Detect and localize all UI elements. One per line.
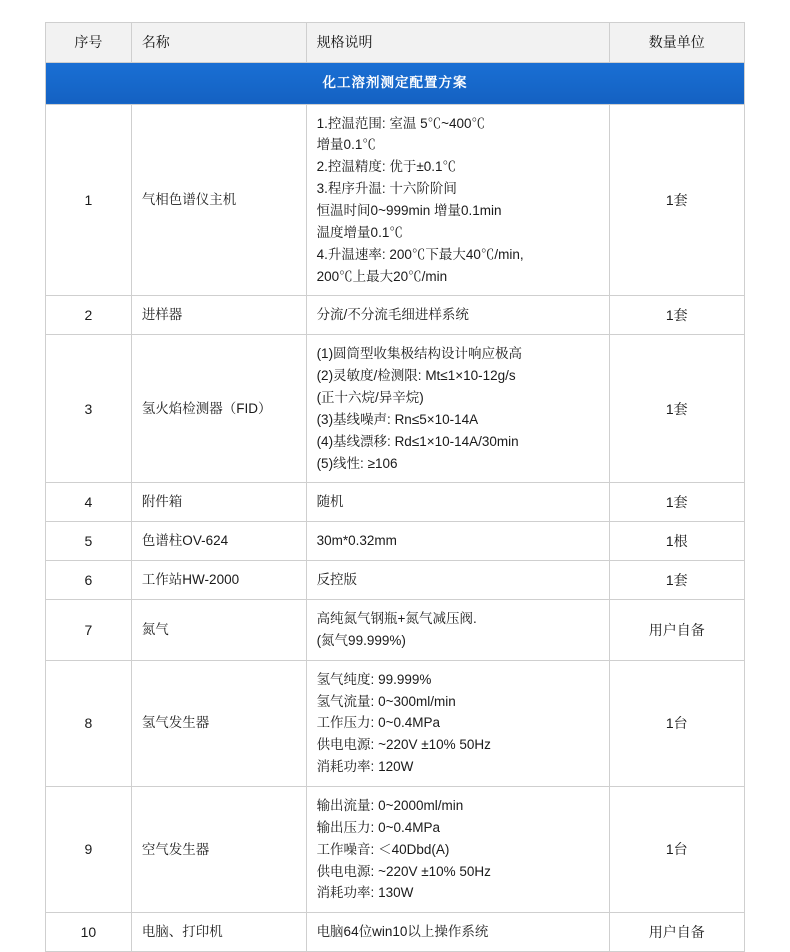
spec-line: 电脑64位win10以上操作系统 <box>316 924 489 940</box>
spec-line-list <box>317 113 599 288</box>
cell-qty: 1套 <box>609 296 744 335</box>
cell-spec <box>306 335 609 483</box>
cell-spec <box>306 104 609 296</box>
cell-qty: 1台 <box>609 787 744 913</box>
cell-spec <box>306 787 609 913</box>
spec-line: (5)线性: ≥106 <box>316 455 398 471</box>
table-body <box>46 104 745 952</box>
cell-name: 工作站HW-2000 <box>131 561 306 600</box>
table-row <box>46 913 745 952</box>
cell-no: 2 <box>46 296 132 335</box>
cell-spec <box>306 522 609 561</box>
cell-name: 进样器 <box>131 296 306 335</box>
column-header-name: 名称 <box>131 23 306 63</box>
cell-name: 空气发生器 <box>131 787 306 913</box>
table-row <box>46 296 745 335</box>
spec-line: 消耗功率: 120W <box>316 759 414 775</box>
table-row <box>46 787 745 913</box>
column-header-spec: 规格说明 <box>306 23 609 63</box>
table-row <box>46 660 745 786</box>
spec-line: 输出压力: 0~0.4MPa <box>316 819 440 835</box>
cell-spec <box>306 600 609 661</box>
table-title-row <box>46 62 745 104</box>
cell-spec <box>306 296 609 335</box>
spec-line-list <box>317 608 599 652</box>
cell-spec <box>306 660 609 786</box>
cell-qty: 1套 <box>609 561 744 600</box>
spec-line: 1.控温范围: 室温 5℃~400℃ <box>316 115 485 131</box>
table-title: 化工溶剂测定配置方案 <box>46 62 745 104</box>
cell-name: 氮气 <box>131 600 306 661</box>
table-row <box>46 483 745 522</box>
spec-line: 温度增量0.1℃ <box>316 224 403 240</box>
cell-spec <box>306 561 609 600</box>
spec-line-list <box>317 921 599 943</box>
spec-line: (4)基线漂移: Rd≤1×10-14A/30min <box>316 433 519 449</box>
spec-line-list <box>317 491 599 513</box>
spec-line: 3.程序升温: 十六阶阶间 <box>316 181 457 197</box>
spec-line: (3)基线噪声: Rn≤5×10-14A <box>316 411 479 427</box>
cell-qty: 1台 <box>609 660 744 786</box>
cell-name: 附件箱 <box>131 483 306 522</box>
configuration-spec-table <box>45 22 745 952</box>
cell-no: 8 <box>46 660 132 786</box>
cell-qty: 1根 <box>609 522 744 561</box>
spec-line: 工作噪音: ＜40Dbd(A) <box>316 841 450 857</box>
spec-line: 供电电源: ~220V ±10% 50Hz <box>316 737 491 753</box>
table-row <box>46 104 745 296</box>
spec-line: 供电电源: ~220V ±10% 50Hz <box>316 863 491 879</box>
cell-no: 10 <box>46 913 132 952</box>
spec-line: 反控版 <box>316 572 358 588</box>
spec-line-list <box>317 343 599 474</box>
table-row <box>46 561 745 600</box>
cell-qty: 用户自备 <box>609 913 744 952</box>
spec-line: 工作压力: 0~0.4MPa <box>316 715 440 731</box>
cell-qty: 1套 <box>609 483 744 522</box>
spec-line: 分流/不分流毛细进样系统 <box>316 307 469 323</box>
spec-line-list <box>317 530 599 552</box>
cell-name: 气相色谱仪主机 <box>131 104 306 296</box>
cell-no: 5 <box>46 522 132 561</box>
table-row <box>46 600 745 661</box>
cell-name: 氢火焰检测器（FID） <box>131 335 306 483</box>
spec-line: 30m*0.32mm <box>316 533 397 549</box>
spec-line: (正十六烷/异辛烷) <box>316 389 424 405</box>
spec-line-list <box>317 569 599 591</box>
spec-line: 2.控温精度: 优于±0.1℃ <box>316 159 456 175</box>
spec-line: 4.升温速率: 200℃下最大40℃/min, <box>316 246 524 262</box>
spec-line: (2)灵敏度/检测限: Mt≤1×10-12g/s <box>316 368 516 384</box>
spec-line-list <box>317 669 599 778</box>
spec-line: 随机 <box>316 494 344 510</box>
cell-name: 电脑、打印机 <box>131 913 306 952</box>
spec-line: 恒温时间0~999min 增量0.1min <box>316 202 502 218</box>
spec-line: (1)圆筒型收集极结构设计响应极高 <box>316 346 523 362</box>
spec-line: 200℃上最大20℃/min <box>316 268 448 284</box>
cell-no: 9 <box>46 787 132 913</box>
cell-spec <box>306 913 609 952</box>
cell-no: 3 <box>46 335 132 483</box>
cell-no: 4 <box>46 483 132 522</box>
spec-line-list <box>317 795 599 904</box>
table-row <box>46 522 745 561</box>
column-header-qty: 数量单位 <box>609 23 744 63</box>
table-row <box>46 335 745 483</box>
cell-no: 6 <box>46 561 132 600</box>
spec-line: (氮气99.999%) <box>316 632 406 648</box>
cell-no: 1 <box>46 104 132 296</box>
cell-qty: 用户自备 <box>609 600 744 661</box>
spec-line: 高纯氮气钢瓶+氮气减压阀. <box>316 611 477 626</box>
cell-no: 7 <box>46 600 132 661</box>
spec-line: 输出流量: 0~2000ml/min <box>316 798 464 814</box>
cell-qty: 1套 <box>609 104 744 296</box>
table-header-row <box>46 23 745 63</box>
cell-spec <box>306 483 609 522</box>
spec-line: 氢气流量: 0~300ml/min <box>316 693 456 709</box>
cell-qty: 1套 <box>609 335 744 483</box>
column-header-no: 序号 <box>46 23 132 63</box>
cell-name: 氢气发生器 <box>131 660 306 786</box>
spec-line-list <box>317 304 599 326</box>
cell-name: 色谱柱OV-624 <box>131 522 306 561</box>
spec-line: 消耗功率: 130W <box>316 885 414 901</box>
spec-line: 氢气纯度: 99.999% <box>316 671 432 687</box>
spec-line: 增量0.1℃ <box>316 137 376 153</box>
